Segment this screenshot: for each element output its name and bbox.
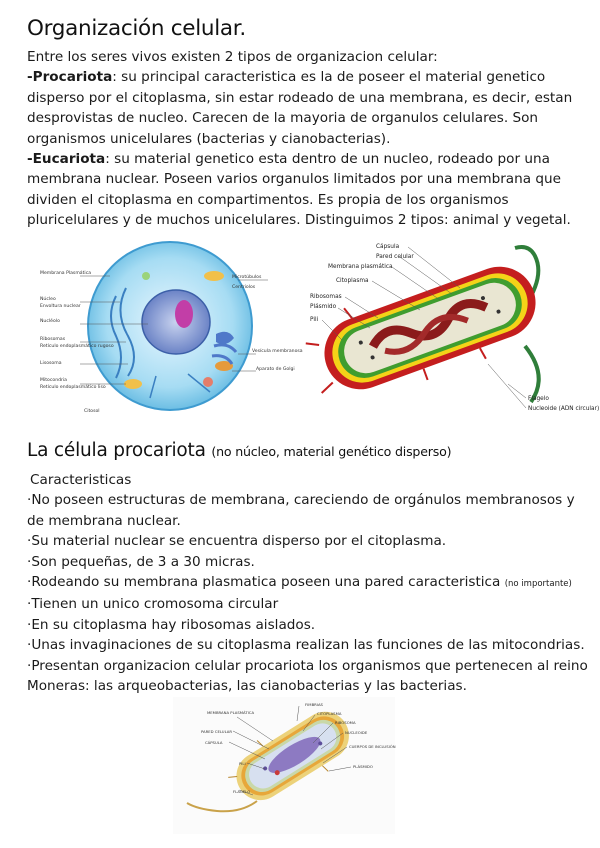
label-nucleoide-p: NUCLEOIDE bbox=[345, 730, 368, 735]
label-centriolos: Centriolos bbox=[232, 285, 256, 290]
list-item-text: ·Rodeando su membrana plasmatica poseen una pared caracteristica bbox=[27, 574, 501, 591]
label-pili-p: PILI bbox=[239, 761, 246, 766]
label-citosol: Citosol bbox=[84, 409, 100, 414]
intro-text: Entre los seres vivos existen 2 tipos de organizacion celular: bbox=[27, 49, 438, 65]
label-membrana-plasmatica: Membrana Plasmática bbox=[40, 271, 92, 276]
eucariota-text: : su material genetico esta dentro de un nucleo, rodeado por una membrana nuclear. Poseen varios organulos limitados por una membrana que dividen el citoplasma en compartimentos. Es propia de los organismos pluricelulares y de muchos unicelulares. Distinguimos 2 tipos: animal y vegetal. bbox=[27, 151, 571, 229]
nucleus-shape bbox=[142, 290, 210, 354]
label-membrana: MEMBRANA PLASMÁTICA bbox=[207, 710, 255, 715]
label-citoplasma: Citoplasma bbox=[336, 278, 369, 284]
intro-paragraph bbox=[27, 47, 587, 231]
label-fimbrias: FIMBRIAS bbox=[305, 702, 323, 707]
label-mitocondria: Mitocondria bbox=[40, 378, 67, 383]
bacterium-diagram bbox=[300, 236, 600, 422]
note-no-importante: (no importante) bbox=[504, 579, 572, 590]
section-heading bbox=[27, 440, 451, 461]
label-nucleolo: Nucléolo bbox=[40, 319, 60, 324]
bacterium-body bbox=[297, 245, 550, 415]
label-lisosoma: Lisosoma bbox=[40, 361, 62, 366]
page-title: Organización celular. bbox=[27, 16, 246, 41]
label-reticulo-liso: Retículo endoplasmático liso bbox=[40, 385, 106, 390]
eucariota-term: -Eucariota bbox=[27, 151, 106, 168]
label-pared: PARED CELULAR bbox=[201, 729, 233, 734]
label-flagelo: Flagelo bbox=[528, 396, 549, 402]
characteristics-heading: Caracteristicas bbox=[30, 472, 132, 488]
label-nucleoide: Nucleoide (ADN circular) bbox=[528, 406, 600, 412]
section-title: La célula procariota bbox=[27, 440, 206, 461]
label-plasmido-p: PLÁSMIDO bbox=[353, 764, 373, 769]
label-membrana-plasmatica-bact: Membrana plasmática bbox=[328, 264, 393, 270]
label-flagelo-p: FLAGELO bbox=[233, 789, 251, 794]
section-subtitle: (no núcleo, material genético disperso) bbox=[211, 444, 452, 459]
list-item: ·Tienen un unico cromosoma circular bbox=[27, 596, 279, 613]
label-ribosoma: RIBOSOMA bbox=[335, 720, 356, 725]
nucleolus-shape bbox=[175, 300, 193, 328]
prokaryote-diagram bbox=[173, 697, 395, 834]
procariota-text: : su principal caracteristica es la de poseer el material genetico disperso por el citoplasma, sin estar rodeado de una membrana, es decir, estan desprovistas de nucleo. Carecen de la mayoria de organulos celulares. Son organismos unicelulares (bacterias y cianobacterias). bbox=[27, 69, 573, 147]
label-nucleo: Núcleo bbox=[40, 297, 56, 302]
list-item: ·Son pequeñas, de 3 a 30 micras. bbox=[27, 553, 255, 570]
label-ribosomas-bact: Ribosomas bbox=[310, 294, 342, 300]
list-item: ·No poseen estructuras de membrana, careciendo de orgánulos membranosos y de membrana nuclear. bbox=[27, 492, 575, 529]
label-vesicula: Vesícula membranosa bbox=[252, 349, 303, 354]
label-capsula-p: CÁPSULA bbox=[205, 740, 223, 745]
list-item: ·Su material nuclear se encuentra disperso por el citoplasma. bbox=[27, 533, 447, 550]
label-pili: Pili bbox=[310, 317, 319, 323]
list-item: ·En su citoplasma hay ribosomas aislados. bbox=[27, 616, 316, 633]
label-golgi: Aparato de Golgi bbox=[256, 367, 295, 372]
list-item bbox=[27, 572, 592, 594]
label-pared-celular: Pared celular bbox=[376, 254, 414, 260]
label-reticulo-rugoso: Retículo endoplasmático rugoso bbox=[40, 344, 114, 349]
procariota-term: -Procariota bbox=[27, 69, 113, 86]
characteristics-list bbox=[27, 470, 592, 696]
label-ribosomas: Ribosomas bbox=[40, 337, 66, 342]
label-capsula: Cápsula bbox=[376, 244, 400, 250]
list-item: ·Presentan organizacion celular procariota los organismos que pertenecen al reino Moneras: las arqueobacterias, las cianobacterias y las bacterias. bbox=[27, 657, 588, 695]
list-item: ·Unas invaginaciones de su citoplasma realizan las funciones de las mitocondrias. bbox=[27, 637, 585, 654]
animal-cell-diagram bbox=[38, 236, 303, 422]
label-citoplasma-p: CITOPLASMA bbox=[317, 711, 342, 716]
label-plasmido: Plásmido bbox=[310, 304, 337, 310]
label-microtubulos: Microtúbulos bbox=[232, 275, 262, 280]
label-envoltura-nuclear: Envoltura nuclear bbox=[40, 304, 81, 309]
label-cuerpos: CUERPOS DE INCLUSIÓN bbox=[349, 744, 396, 749]
